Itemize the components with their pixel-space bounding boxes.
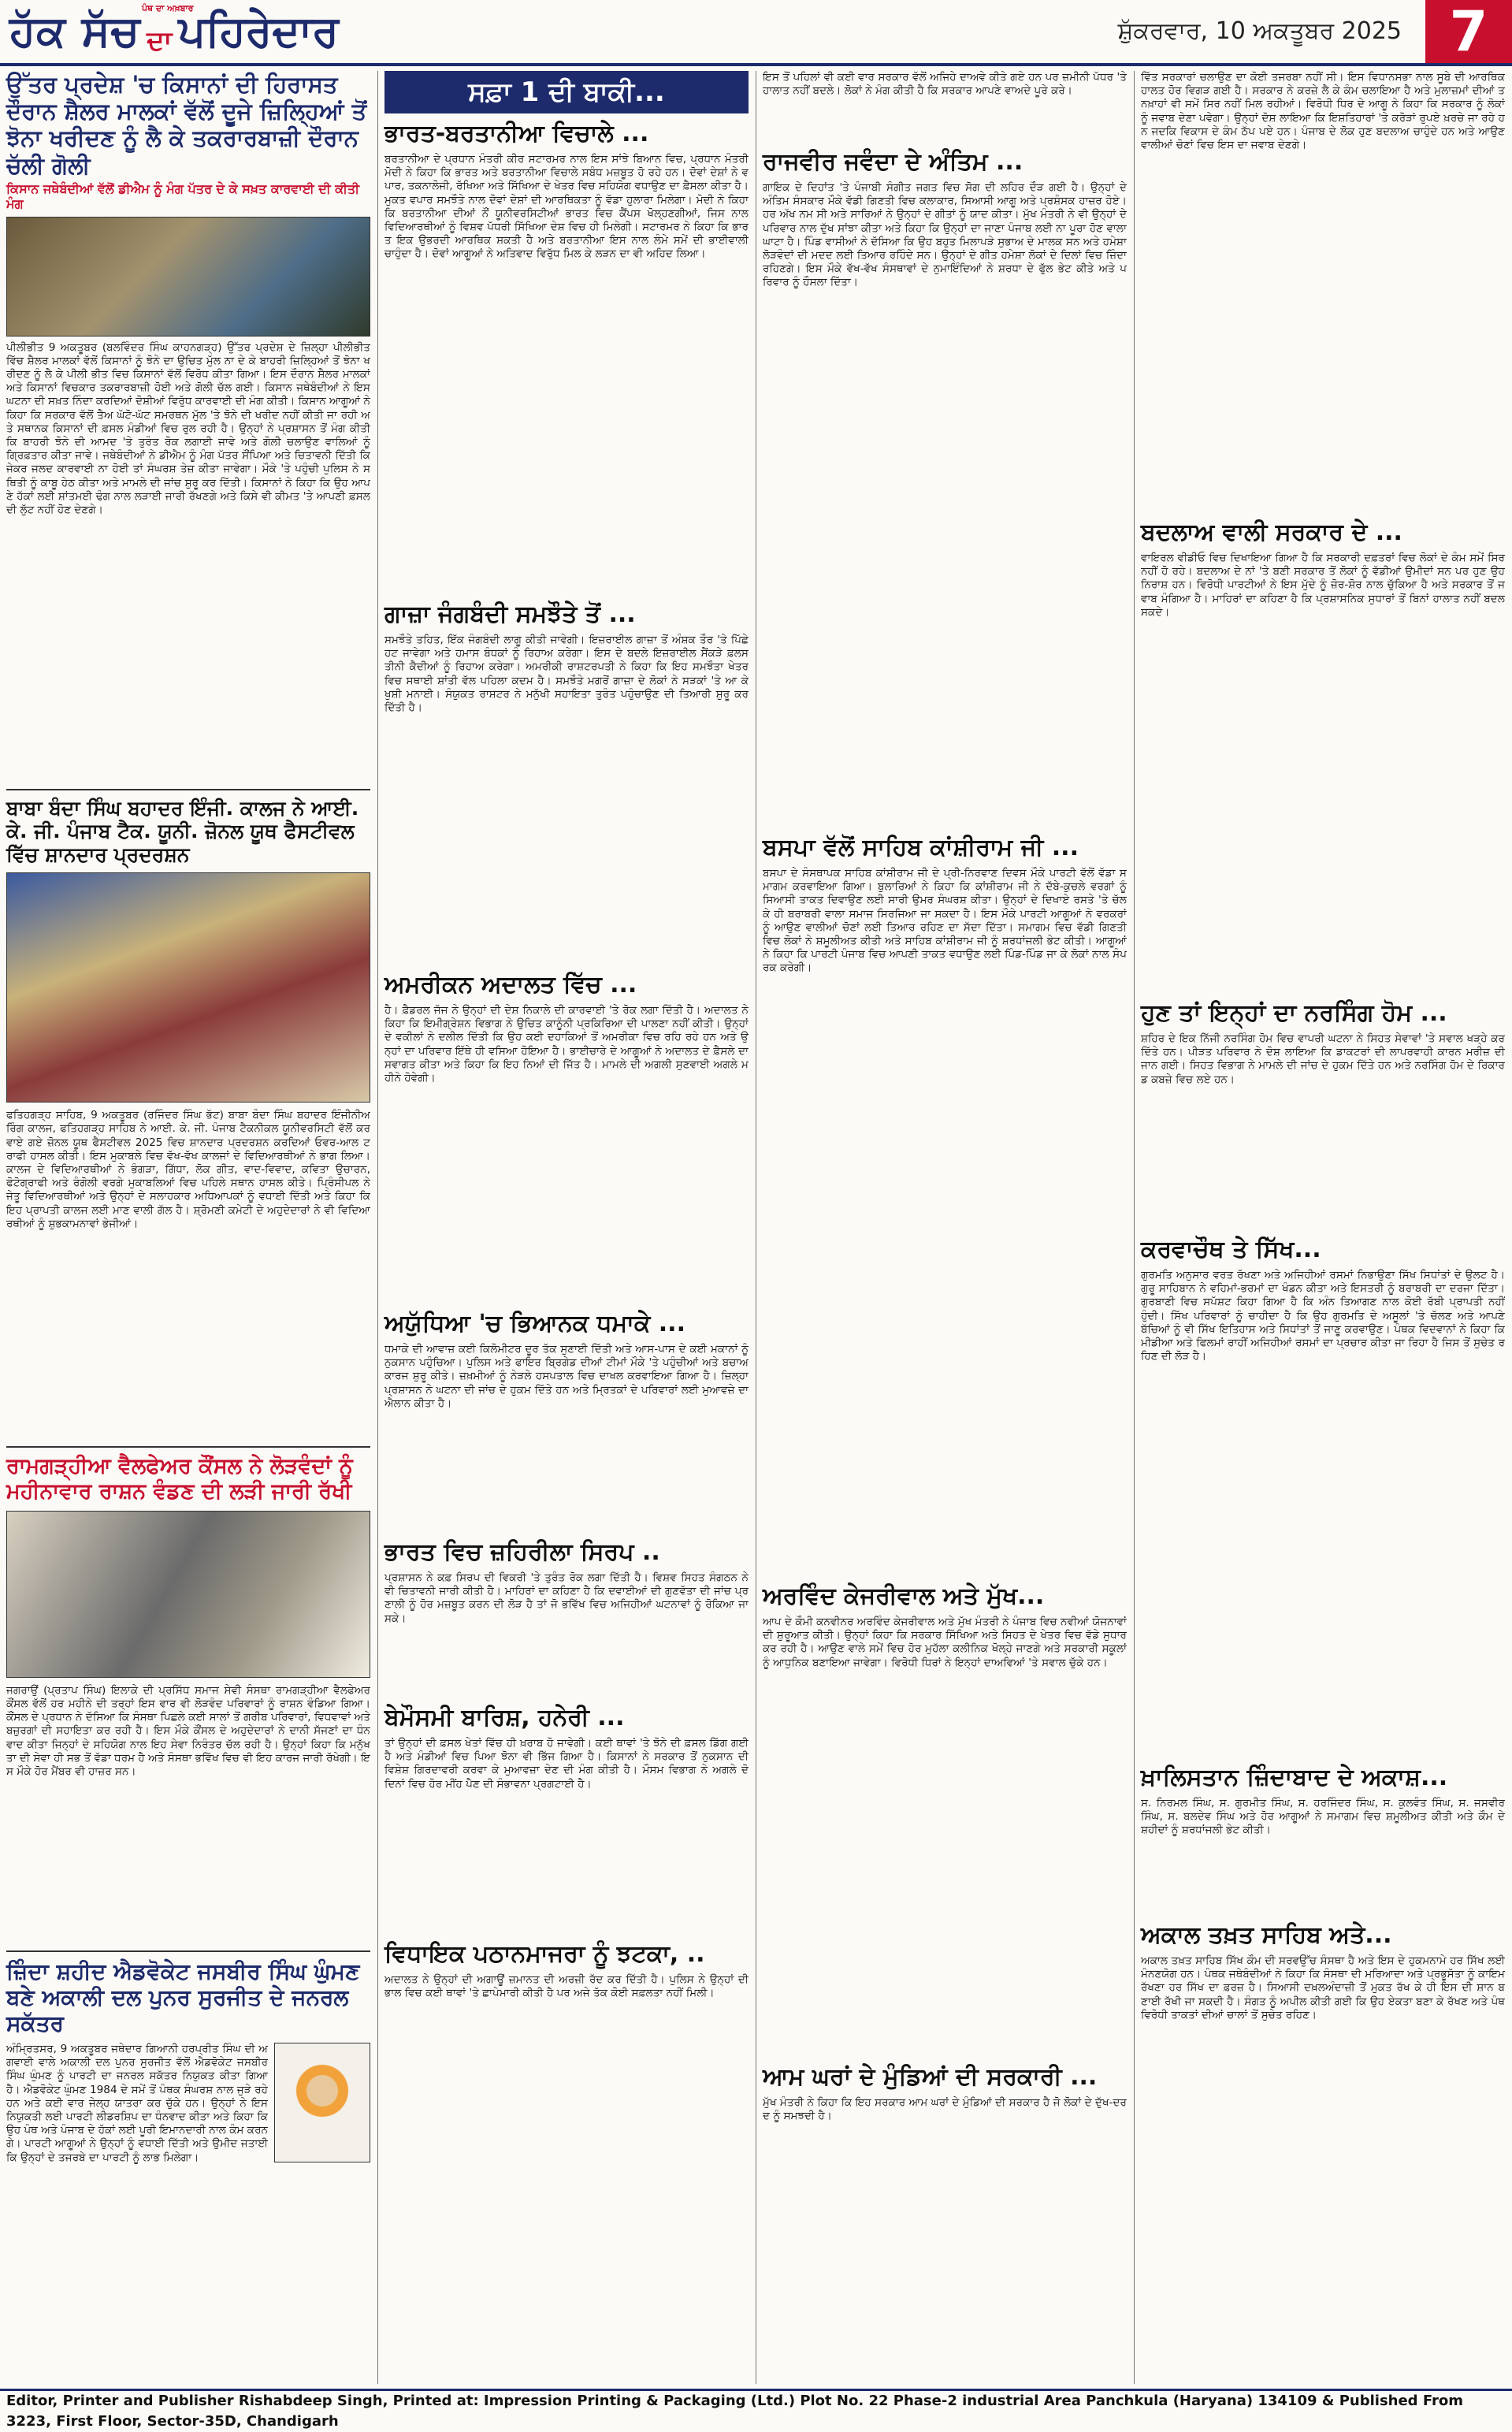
logo-tagline: ਪੰਥ ਦਾ ਅਖ਼ਬਾਰ [142,3,194,13]
subhead-ayodhya-blast: ਅਯੁੱਧਿਆ 'ਚ ਭਿਆਨਕ ਧਮਾਕੇ ... [385,1310,685,1337]
column-3 [763,71,1127,2191]
article-college-festival: ਫਤਿਹਗੜ੍ਹ ਸਾਹਿਬ, 9 ਅਕਤੂਬਰ (ਰਜਿੰਦਰ ਸਿੰਘ ਭੱਟ) ਬਾਬਾ ਬੰਦਾ ਸਿੰਘ ਬਹਾਦਰ ਇੰਜੀਨੀਅਰਿੰਗ ਕਾਲਜ, ਫਤਿਹਗੜ੍ਹ ਸਾਹਿਬ ਨੇ ਆਈ. ਕੇ. ਜੀ. ਪੰਜਾਬ ਟੈਕਨੀਕਲ ਯੂਨੀਵਰਸਿਟੀ ਵੱਲੋਂ ਕਰਵਾਏ ਗਏ ਜ਼ੋਨਲ ਯੂਥ ਫੈਸਟੀਵਲ 2025 ਵਿਚ ਸ਼ਾਨਦਾਰ ਪ੍ਰਦਰਸ਼ਨ ਕਰਦਿਆਂ ਓਵਰ-ਆਲ ਟਰਾਫੀ ਹਾਸਲ ਕੀਤੀ। ਇਸ ਮੁਕਾਬਲੇ ਵਿਚ ਵੱਖ-ਵੱਖ ਕਾਲਜਾਂ ਦੇ ਵਿਦਿਆਰਥੀਆਂ ਨੇ ਭਾਗ ਲਿਆ। ਕਾਲਜ ਦੇ ਵਿਦਿਆਰਥੀਆਂ ਨੇ ਭੰਗੜਾ, ਗਿੱਧਾ, ਲੋਕ ਗੀਤ, ਵਾਦ-ਵਿਵਾਦ, ਕਵਿਤਾ ਉਚਾਰਨ, ਫੋਟੋਗ੍ਰਾਫੀ ਅਤੇ ਰੰਗੋਲੀ ਵਰਗੇ ਮੁਕਾਬਲਿਆਂ ਵਿਚ ਪਹਿਲੇ ਸਥਾਨ ਹਾਸਲ ਕੀਤੇ। ਪ੍ਰਿੰਸੀਪਲ ਨੇ ਜੇਤੂ ਵਿਦਿਆਰਥੀਆਂ ਅਤੇ ਉਨ੍ਹਾਂ ਦੇ ਸਲਾਹਕਾਰ ਅਧਿਆਪਕਾਂ ਨੂੰ ਵਧਾਈ ਦਿੱਤੀ ਅਤੇ ਕਿਹਾ ਕਿ ਇਹ ਪ੍ਰਾਪਤੀ ਕਾਲਜ ਲਈ ਮਾਣ ਵਾਲੀ ਗੱਲ ਹੈ। ਸ਼੍ਰੋਮਣੀ ਕਮੇਟੀ ਦੇ ਅਹੁਦੇਦਾਰਾਂ ਨੇ ਵੀ ਵਿਦਿਆਰਥੀਆਂ ਨੂੰ ਸ਼ੁਭਕਾਮਨਾਵਾਂ ਭੇਜੀਆਂ। [6,1109,370,1230]
article-continued-top: ਇਸ ਤੋਂ ਪਹਿਲਾਂ ਵੀ ਕਈ ਵਾਰ ਸਰਕਾਰ ਵੱਲੋਂ ਅਜਿਹੇ ਦਾਅਵੇ ਕੀਤੇ ਗਏ ਹਨ ਪਰ ਜ਼ਮੀਨੀ ਪੱਧਰ 'ਤੇ ਹਾਲਾਤ ਨਹੀਂ ਬਦਲੇ। ਲੋਕਾਂ ਨੇ ਮੰਗ ਕੀਤੀ ਹੈ ਕਿ ਸਰਕਾਰ ਆਪਣੇ ਵਾਅਦੇ ਪੂਰੇ ਕਰੇ। [763,71,1127,98]
headline-ramgarhia-council: ਰਾਮਗੜ੍ਹੀਆ ਵੈਲਫੇਅਰ ਕੌਂਸਲ ਨੇ ਲੋੜਵੰਦਾਂ ਨੂੰ ਮਹੀਨਾਵਾਰ ਰਾਸ਼ਨ ਵੰਡਣ ਦੀ ਲੜੀ ਜਾਰੀ ਰੱਖੀ [6,1454,353,1504]
logo-word-3: ਪਹਿਰੇਦਾਰ [178,6,339,56]
page-number: 7 [1425,0,1512,63]
article-farmers-up: ਪੀਲੀਭੀਤ 9 ਅਕਤੂਬਰ (ਬਲਵਿੰਦਰ ਸਿੰਘ ਕਾਹਨਗੜ੍ਹ) ਉੱਤਰ ਪ੍ਰਦੇਸ਼ ਦੇ ਜ਼ਿਲ੍ਹਾ ਪੀਲੀਭੀਤ ਵਿੱਚ ਸ਼ੈਲਰ ਮਾਲਕਾਂ ਵੱਲੋਂ ਕਿਸਾਨਾਂ ਨੂੰ ਝੋਨੇ ਦਾ ਉਚਿਤ ਮੁੱਲ ਨਾ ਦੇ ਕੇ ਬਾਹਰੀ ਜ਼ਿਲ੍ਹਿਆਂ ਤੋਂ ਝੋਨਾ ਖਰੀਦਣ ਨੂੰ ਲੈ ਕੇ ਪੀਲੀ ਭੀਤ ਵਿਚ ਕਿਸਾਨਾਂ ਵੱਲੋਂ ਵਿਰੋਧ ਕੀਤਾ ਗਿਆ। ਇਸ ਦੌਰਾਨ ਸ਼ੈਲਰ ਮਾਲਕਾਂ ਅਤੇ ਕਿਸਾਨਾਂ ਵਿਚਕਾਰ ਤਕਰਾਰਬਾਜ਼ੀ ਹੋਈ ਅਤੇ ਗੋਲੀ ਚੱਲ ਗਈ। ਕਿਸਾਨ ਜਥੇਬੰਦੀਆਂ ਨੇ ਇਸ ਘਟਨਾ ਦੀ ਸਖ਼ਤ ਨਿੰਦਾ ਕਰਦਿਆਂ ਦੋਸ਼ੀਆਂ ਵਿਰੁੱਧ ਕਾਰਵਾਈ ਦੀ ਮੰਗ ਕੀਤੀ। ਕਿਸਾਨ ਆਗੂਆਂ ਨੇ ਕਿਹਾ ਕਿ ਸਰਕਾਰ ਵੱਲੋਂ ਤੈਅ ਘੱਟੋ-ਘੱਟ ਸਮਰਥਨ ਮੁੱਲ 'ਤੇ ਝੋਨੇ ਦੀ ਖਰੀਦ ਨਹੀਂ ਕੀਤੀ ਜਾ ਰਹੀ ਅਤੇ ਸਥਾਨਕ ਕਿਸਾਨਾਂ ਦੀ ਫ਼ਸਲ ਮੰਡੀਆਂ ਵਿਚ ਰੁਲ ਰਹੀ ਹੈ। ਉਨ੍ਹਾਂ ਨੇ ਪ੍ਰਸ਼ਾਸਨ ਤੋਂ ਮੰਗ ਕੀਤੀ ਕਿ ਬਾਹਰੀ ਝੋਨੇ ਦੀ ਆਮਦ 'ਤੇ ਤੁਰੰਤ ਰੋਕ ਲਗਾਈ ਜਾਵੇ ਅਤੇ ਗੋਲੀ ਚਲਾਉਣ ਵਾਲਿਆਂ ਨੂੰ ਗ੍ਰਿਫ਼ਤਾਰ ਕੀਤਾ ਜਾਵੇ। ਜਥੇਬੰਦੀਆਂ ਨੇ ਡੀਐਮ ਨੂੰ ਮੰਗ ਪੱਤਰ ਸੌਂਪਿਆ ਅਤੇ ਚਿਤਾਵਨੀ ਦਿੱਤੀ ਕਿ ਜੇਕਰ ਜਲਦ ਕਾਰਵਾਈ ਨਾ ਹੋਈ ਤਾਂ ਸੰਘਰਸ਼ ਤੇਜ਼ ਕੀਤਾ ਜਾਵੇਗਾ। ਮੌਕੇ 'ਤੇ ਪਹੁੰਚੀ ਪੁਲਿਸ ਨੇ ਸਥਿਤੀ ਨੂੰ ਕਾਬੂ ਹੇਠ ਕੀਤਾ ਅਤੇ ਮਾਮਲੇ ਦੀ ਜਾਂਚ ਸ਼ੁਰੂ ਕਰ ਦਿੱਤੀ। ਕਿਸਾਨਾਂ ਨੇ ਕਿਹਾ ਕਿ ਉਹ ਆਪਣੇ ਹੱਕਾਂ ਲਈ ਸ਼ਾਂਤਮਈ ਢੰਗ ਨਾਲ ਲੜਾਈ ਜਾਰੀ ਰੱਖਣਗੇ ਅਤੇ ਕਿਸੇ ਵੀ ਕੀਮਤ 'ਤੇ ਆਪਣੀ ਫ਼ਸਲ ਦੀ ਲੁੱਟ ਨਹੀਂ ਹੋਣ ਦੇਣਗੇ। [6,340,370,517]
article-american-court: ਹੈ। ਫ਼ੈਡਰਲ ਜੱਜ ਨੇ ਉਨ੍ਹਾਂ ਦੀ ਦੇਸ਼ ਨਿਕਾਲੇ ਦੀ ਕਾਰਵਾਈ 'ਤੇ ਰੋਕ ਲਗਾ ਦਿੱਤੀ ਹੈ। ਅਦਾਲਤ ਨੇ ਕਿਹਾ ਕਿ ਇਮੀਗ੍ਰੇਸ਼ਨ ਵਿਭਾਗ ਨੇ ਉਚਿਤ ਕਾਨੂੰਨੀ ਪ੍ਰਕਿਰਿਆ ਦੀ ਪਾਲਣਾ ਨਹੀਂ ਕੀਤੀ। ਉਨ੍ਹਾਂ ਦੇ ਵਕੀਲਾਂ ਨੇ ਦਲੀਲ ਦਿੱਤੀ ਕਿ ਉਹ ਕਈ ਦਹਾਕਿਆਂ ਤੋਂ ਅਮਰੀਕਾ ਵਿਚ ਰਹਿ ਰਹੇ ਹਨ ਅਤੇ ਉਨ੍ਹਾਂ ਦਾ ਪਰਿਵਾਰ ਇੱਥੇ ਹੀ ਵਸਿਆ ਹੋਇਆ ਹੈ। ਭਾਈਚਾਰੇ ਦੇ ਆਗੂਆਂ ਨੇ ਅਦਾਲਤ ਦੇ ਫ਼ੈਸਲੇ ਦਾ ਸਵਾਗਤ ਕੀਤਾ ਅਤੇ ਕਿਹਾ ਕਿ ਇਹ ਨਿਆਂ ਦੀ ਜਿੱਤ ਹੈ। ਮਾਮਲੇ ਦੀ ਅਗਲੀ ਸੁਣਵਾਈ ਅਗਲੇ ਮਹੀਨੇ ਹੋਵੇਗੀ। [385,1004,749,1085]
headline-college-festival: ਬਾਬਾ ਬੰਦਾ ਸਿੰਘ ਬਹਾਦਰ ਇੰਜੀ. ਕਾਲਜ ਨੇ ਆਈ. ਕੇ. ਜੀ. ਪੰਜਾਬ ਟੈਕ. ਯੂਨੀ. ਜ਼ੋਨਲ ਯੂਥ ਫੈਸਟੀਵਲ ਵਿੱਚ ਸ਼ਾਨਦਾਰ ਪ੍ਰਦਰਸ਼ਨ [6,796,359,866]
article-ramgarhia-council: ਜਗਰਾਉਂ (ਪ੍ਰਤਾਪ ਸਿੰਘ) ਇਲਾਕੇ ਦੀ ਪ੍ਰਸਿੱਧ ਸਮਾਜ ਸੇਵੀ ਸੰਸਥਾ ਰਾਮਗੜ੍ਹੀਆ ਵੈਲਫੇਅਰ ਕੌਂਸਲ ਵੱਲੋਂ ਹਰ ਮਹੀਨੇ ਦੀ ਤਰ੍ਹਾਂ ਇਸ ਵਾਰ ਵੀ ਲੋੜਵੰਦ ਪਰਿਵਾਰਾਂ ਨੂੰ ਰਾਸ਼ਨ ਵੰਡਿਆ ਗਿਆ। ਕੌਂਸਲ ਦੇ ਪ੍ਰਧਾਨ ਨੇ ਦੱਸਿਆ ਕਿ ਸੰਸਥਾ ਪਿਛਲੇ ਕਈ ਸਾਲਾਂ ਤੋਂ ਗਰੀਬ ਪਰਿਵਾਰਾਂ, ਵਿਧਵਾਵਾਂ ਅਤੇ ਬਜ਼ੁਰਗਾਂ ਦੀ ਸਹਾਇਤਾ ਕਰ ਰਹੀ ਹੈ। ਇਸ ਮੌਕੇ ਕੌਂਸਲ ਦੇ ਅਹੁਦੇਦਾਰਾਂ ਨੇ ਦਾਨੀ ਸੱਜਣਾਂ ਦਾ ਧੰਨਵਾਦ ਕੀਤਾ ਜਿਨ੍ਹਾਂ ਦੇ ਸਹਿਯੋਗ ਨਾਲ ਇਹ ਸੇਵਾ ਨਿਰੰਤਰ ਚੱਲ ਰਹੀ ਹੈ। ਉਨ੍ਹਾਂ ਕਿਹਾ ਕਿ ਮਨੁੱਖਤਾ ਦੀ ਸੇਵਾ ਹੀ ਸਭ ਤੋਂ ਵੱਡਾ ਧਰਮ ਹੈ ਅਤੇ ਸੰਸਥਾ ਭਵਿੱਖ ਵਿਚ ਵੀ ਇਹ ਕਾਰਜ ਜਾਰੀ ਰੱਖੇਗੀ। ਇਸ ਮੌਕੇ ਹੋਰ ਮੈਂਬਰ ਵੀ ਹਾਜ਼ਰ ਸਨ। [6,1683,370,1779]
masthead [0,0,1512,66]
article-akal-takht: ਅਕਾਲ ਤਖ਼ਤ ਸਾਹਿਬ ਸਿੱਖ ਕੌਮ ਦੀ ਸਰਵਉੱਚ ਸੰਸਥਾ ਹੈ ਅਤੇ ਇਸ ਦੇ ਹੁਕਮਨਾਮੇ ਹਰ ਸਿੱਖ ਲਈ ਮੰਨਣਯੋਗ ਹਨ। ਪੰਥਕ ਜਥੇਬੰਦੀਆਂ ਨੇ ਕਿਹਾ ਕਿ ਸੰਸਥਾ ਦੀ ਮਰਿਆਦਾ ਅਤੇ ਪ੍ਰਭੂਸੱਤਾ ਨੂੰ ਕਾਇਮ ਰੱਖਣਾ ਹਰ ਸਿੱਖ ਦਾ ਫ਼ਰਜ਼ ਹੈ। ਸਿਆਸੀ ਦਖ਼ਲਅੰਦਾਜ਼ੀ ਤੋਂ ਮੁਕਤ ਰੱਖ ਕੇ ਹੀ ਇਸ ਦੀ ਸ਼ਾਨ ਬਣਾਈ ਰੱਖੀ ਜਾ ਸਕਦੀ ਹੈ। ਸੰਗਤ ਨੂੰ ਅਪੀਲ ਕੀਤੀ ਗਈ ਕਿ ਉਹ ਏਕਤਾ ਬਣਾ ਕੇ ਰੱਖਣ ਅਤੇ ਪੰਥ ਵਿਰੋਧੀ ਤਾਕਤਾਂ ਦੀਆਂ ਚਾਲਾਂ ਤੋਂ ਸੁਚੇਤ ਰਹਿਣ। [1141,1954,1505,2021]
section-rule [6,1446,370,1448]
column-divider [377,71,378,2384]
subhead-pathanmajra: ਵਿਧਾਇਕ ਪਠਾਨਮਾਜਰਾ ਨੂੰ ਝਟਕਾ, .. [385,1940,705,1968]
subhead-american-court: ਅਮਰੀਕਨ ਅਦਾਲਤ ਵਿੱਚ ... [385,971,637,998]
subhead-nursing-home: ਹੁਣ ਤਾਂ ਇਨ੍ਹਾਂ ਦਾ ਨਰਸਿੰਗ ਹੋਮ ... [1141,999,1447,1027]
article-khalistan-zindabad: ਸ. ਨਿਰਮਲ ਸਿੰਘ, ਸ. ਗੁਰਮੀਤ ਸਿੰਘ, ਸ. ਹਰਜਿੰਦਰ ਸਿੰਘ, ਸ. ਕੁਲਵੰਤ ਸਿੰਘ, ਸ. ਜਸਵੀਰ ਸਿੰਘ, ਸ. ਬਲਦੇਵ ਸਿੰਘ ਅਤੇ ਹੋਰ ਆਗੂਆਂ ਨੇ ਸਮਾਗਮ ਵਿਚ ਸ਼ਮੂਲੀਅਤ ਕੀਤੀ ਅਤੇ ਕੌਮ ਦੇ ਸ਼ਹੀਦਾਂ ਨੂੰ ਸ਼ਰਧਾਂਜਲੀ ਭੇਟ ਕੀਤੀ। [1141,1797,1505,1837]
logo-word-1: ਹੱਕ ਸੱਚ [9,6,141,56]
headline-ghuman-general-secretary: ਜ਼ਿੰਦਾ ਸ਼ਹੀਦ ਐਡਵੋਕੇਟ ਜਸਬੀਰ ਸਿੰਘ ਘੁੰਮਣ ਬਣੇ ਅਕਾਲੀ ਦਲ ਪੁਨਰ ਸੁਰਜੀਤ ਦੇ ਜਨਰਲ ਸਕੱਤਰ [6,1958,360,2036]
continued-from-page-1-banner: ਸਫ਼ਾ 1 ਦੀ ਬਾਕੀ... [385,71,749,113]
article-ghuman: ਅੰਮ੍ਰਿਤਸਰ, 9 ਅਕਤੂਬਰ ਜਥੇਦਾਰ ਗਿਆਨੀ ਹਰਪ੍ਰੀਤ ਸਿੰਘ ਦੀ ਅਗਵਾਈ ਵਾਲੇ ਅਕਾਲੀ ਦਲ ਪੁਨਰ ਸੁਰਜੀਤ ਵੱਲੋਂ ਐਡਵੋਕੇਟ ਜਸਬੀਰ ਸਿੰਘ ਘੁੰਮਣ ਨੂੰ ਪਾਰਟੀ ਦਾ ਜਨਰਲ ਸਕੱਤਰ ਨਿਯੁਕਤ ਕੀਤਾ ਗਿਆ ਹੈ। ਐਡਵੋਕੇਟ ਘੁੰਮਣ 1984 ਦੇ ਸਮੇਂ ਤੋਂ ਪੰਥਕ ਸੰਘਰਸ਼ ਨਾਲ ਜੁੜੇ ਰਹੇ ਹਨ ਅਤੇ ਕਈ ਵਾਰ ਜੇਲ੍ਹ ਯਾਤਰਾ ਕਰ ਚੁੱਕੇ ਹਨ। ਉਨ੍ਹਾਂ ਨੇ ਇਸ ਨਿਯੁਕਤੀ ਲਈ ਪਾਰਟੀ ਲੀਡਰਸ਼ਿਪ ਦਾ ਧੰਨਵਾਦ ਕੀਤਾ ਅਤੇ ਕਿਹਾ ਕਿ ਉਹ ਪੰਥ ਅਤੇ ਪੰਜਾਬ ਦੇ ਹੱਕਾਂ ਲਈ ਪੂਰੀ ਇਮਾਨਦਾਰੀ ਨਾਲ ਕੰਮ ਕਰਨਗੇ। ਪਾਰਟੀ ਆਗੂਆਂ ਨੇ ਉਨ੍ਹਾਂ ਨੂੰ ਵਧਾਈ ਦਿੱਤੀ ਅਤੇ ਉਮੀਦ ਜਤਾਈ ਕਿ ਉਨ੍ਹਾਂ ਦੇ ਤਜਰਬੇ ਦਾ ਪਾਰਟੀ ਨੂੰ ਲਾਭ ਮਿਲੇਗਾ। [6,2042,268,2164]
subhead-karwachauth: ਕਰਵਾਚੌਥ ਤੇ ਸਿੱਖ... [1141,1236,1321,1263]
column-2 [385,71,749,2068]
imprint-footer: Editor, Printer and Publisher Rishabdeep Singh, Printed at: Impression Printing & Packaging (Ltd.) Plot No. 22 Phase-2 industrial Area Panchkula (Haryana) 134109 & Published From 3223, First Floor, Sector-35D, Chandigarh [0,2389,1512,2411]
subhead-rajvir-jawanda: ਰਾਜਵੀਰ ਜਵੰਦਾ ਦੇ ਅੰਤਿਮ ... [763,148,1023,176]
photo-jasbir-singh-ghuman [274,2043,370,2162]
article-continued-top-right: ਵਿੱਤ ਸਰਕਾਰਾਂ ਚਲਾਉਣ ਦਾ ਕੋਈ ਤਜਰਬਾ ਨਹੀਂ ਸੀ। ਇਸ ਵਿਧਾਨਸਭਾ ਨਾਲ ਸੂਬੇ ਦੀ ਆਰਥਿਕ ਹਾਲਤ ਹੋਰ ਵਿਗੜ ਗਈ ਹੈ। ਸਰਕਾਰ ਨੇ ਕਰਜ਼ੇ ਲੈ ਕੇ ਕੰਮ ਚਲਾਇਆ ਹੈ ਅਤੇ ਮੁਲਾਜ਼ਮਾਂ ਦੀਆਂ ਤਨਖ਼ਾਹਾਂ ਵੀ ਸਮੇਂ ਸਿਰ ਨਹੀਂ ਮਿਲ ਰਹੀਆਂ। ਵਿਰੋਧੀ ਧਿਰ ਦੇ ਆਗੂ ਨੇ ਕਿਹਾ ਕਿ ਸਰਕਾਰ ਨੂੰ ਲੋਕਾਂ ਨੂੰ ਜਵਾਬ ਦੇਣਾ ਪਵੇਗਾ। ਉਨ੍ਹਾਂ ਦੋਸ਼ ਲਾਇਆ ਕਿ ਇਸ਼ਤਿਹਾਰਾਂ 'ਤੇ ਕਰੋੜਾਂ ਰੁਪਏ ਖ਼ਰਚੇ ਜਾ ਰਹੇ ਹਨ ਜਦਕਿ ਵਿਕਾਸ ਦੇ ਕੰਮ ਠੱਪ ਪਏ ਹਨ। ਪੰਜਾਬ ਦੇ ਲੋਕ ਹੁਣ ਬਦਲਾਅ ਚਾਹੁੰਦੇ ਹਨ ਅਤੇ ਆਉਣ ਵਾਲੀਆਂ ਚੋਣਾਂ ਵਿਚ ਇਸ ਦਾ ਜਵਾਬ ਦੇਣਗੇ। [1141,71,1505,152]
newspaper-logo [9,5,339,57]
issue-date: ਸ਼ੁੱਕਰਵਾਰ, 10 ਅਕਤੂਬਰ 2025 [1117,17,1402,45]
article-ayodhya-blast: ਧਮਾਕੇ ਦੀ ਆਵਾਜ਼ ਕਈ ਕਿਲੋਮੀਟਰ ਦੂਰ ਤੱਕ ਸੁਣਾਈ ਦਿੱਤੀ ਅਤੇ ਆਸ-ਪਾਸ ਦੇ ਕਈ ਮਕਾਨਾਂ ਨੂੰ ਨੁਕਸਾਨ ਪਹੁੰਚਿਆ। ਪੁਲਿਸ ਅਤੇ ਫਾਇਰ ਬ੍ਰਿਗੇਡ ਦੀਆਂ ਟੀਮਾਂ ਮੌਕੇ 'ਤੇ ਪਹੁੰਚੀਆਂ ਅਤੇ ਬਚਾਅ ਕਾਰਜ ਸ਼ੁਰੂ ਕੀਤੇ। ਜ਼ਖ਼ਮੀਆਂ ਨੂੰ ਨੇੜਲੇ ਹਸਪਤਾਲ ਵਿਚ ਦਾਖਲ ਕਰਵਾਇਆ ਗਿਆ ਹੈ। ਜ਼ਿਲ੍ਹਾ ਪ੍ਰਸ਼ਾਸਨ ਨੇ ਘਟਨਾ ਦੀ ਜਾਂਚ ਦੇ ਹੁਕਮ ਦਿੱਤੇ ਹਨ ਅਤੇ ਮ੍ਰਿਤਕਾਂ ਦੇ ਪਰਿਵਾਰਾਂ ਲਈ ਮੁਆਵਜ਼ੇ ਦਾ ਐਲਾਨ ਕੀਤਾ ਹੈ। [385,1343,749,1410]
column-divider [1134,71,1135,2384]
section-rule [6,1950,370,1952]
subhead-toxic-syrup: ਭਾਰਤ ਵਿਚ ਜ਼ਹਿਰੀਲਾ ਸਿਰਪ .. [385,1538,660,1566]
subhead-unseasonal-rain: ਬੇਮੌਸਮੀ ਬਾਰਿਸ਼, ਹਨੇਰੀ ... [385,1704,625,1731]
column-1 [6,71,370,2279]
subhead-kejriwal: ਅਰਵਿੰਦ ਕੇਜਰੀਵਾਲ ਅਤੇ ਮੁੱਖ... [763,1582,1045,1610]
article-badlav-sarkar: ਵਾਇਰਲ ਵੀਡੀਓ ਵਿਚ ਦਿਖਾਇਆ ਗਿਆ ਹੈ ਕਿ ਸਰਕਾਰੀ ਦਫ਼ਤਰਾਂ ਵਿਚ ਲੋਕਾਂ ਦੇ ਕੰਮ ਸਮੇਂ ਸਿਰ ਨਹੀਂ ਹੋ ਰਹੇ। ਬਦਲਾਅ ਦੇ ਨਾਂ 'ਤੇ ਬਣੀ ਸਰਕਾਰ ਤੋਂ ਲੋਕਾਂ ਨੂੰ ਵੱਡੀਆਂ ਉਮੀਦਾਂ ਸਨ ਪਰ ਹੁਣ ਉਹ ਨਿਰਾਸ਼ ਹਨ। ਵਿਰੋਧੀ ਪਾਰਟੀਆਂ ਨੇ ਇਸ ਮੁੱਦੇ ਨੂੰ ਜ਼ੋਰ-ਸ਼ੋਰ ਨਾਲ ਚੁੱਕਿਆ ਹੈ ਅਤੇ ਸਰਕਾਰ ਤੋਂ ਜਵਾਬ ਮੰਗਿਆ ਹੈ। ਮਾਹਿਰਾਂ ਦਾ ਕਹਿਣਾ ਹੈ ਕਿ ਪ੍ਰਸ਼ਾਸਨਿਕ ਸੁਧਾਰਾਂ ਤੋਂ ਬਿਨਾਂ ਹਾਲਾਤ ਨਹੀਂ ਬਦਲ ਸਕਦੇ। [1141,552,1505,619]
photo-farmers-protest [6,217,370,337]
article-toxic-syrup: ਪ੍ਰਸ਼ਾਸਨ ਨੇ ਕਫ਼ ਸਿਰਪ ਦੀ ਵਿਕਰੀ 'ਤੇ ਤੁਰੰਤ ਰੋਕ ਲਗਾ ਦਿੱਤੀ ਹੈ। ਵਿਸ਼ਵ ਸਿਹਤ ਸੰਗਠਨ ਨੇ ਵੀ ਚਿਤਾਵਨੀ ਜਾਰੀ ਕੀਤੀ ਹੈ। ਮਾਹਿਰਾਂ ਦਾ ਕਹਿਣਾ ਹੈ ਕਿ ਦਵਾਈਆਂ ਦੀ ਗੁਣਵੱਤਾ ਦੀ ਜਾਂਚ ਪ੍ਰਣਾਲੀ ਨੂੰ ਹੋਰ ਮਜ਼ਬੂਤ ਕਰਨ ਦੀ ਲੋੜ ਹੈ ਤਾਂ ਜੋ ਭਵਿੱਖ ਵਿਚ ਅਜਿਹੀਆਂ ਘਟਨਾਵਾਂ ਨੂੰ ਰੋਕਿਆ ਜਾ ਸਕੇ। [385,1571,749,1625]
subhead-gaza-ceasefire: ਗਾਜ਼ਾ ਜੰਗਬੰਦੀ ਸਮਝੌਤੇ ਤੋਂ ... [385,601,636,628]
article-common-boys-govt: ਮੁੱਖ ਮੰਤਰੀ ਨੇ ਕਿਹਾ ਕਿ ਇਹ ਸਰਕਾਰ ਆਮ ਘਰਾਂ ਦੇ ਮੁੰਡਿਆਂ ਦੀ ਸਰਕਾਰ ਹੈ ਜੋ ਲੋਕਾਂ ਦੇ ਦੁੱਖ-ਦਰਦ ਨੂੰ ਸਮਝਦੀ ਹੈ। [763,2096,1127,2123]
article-pathanmajra: ਅਦਾਲਤ ਨੇ ਉਨ੍ਹਾਂ ਦੀ ਅਗਾਊਂ ਜ਼ਮਾਨਤ ਦੀ ਅਰਜ਼ੀ ਰੱਦ ਕਰ ਦਿੱਤੀ ਹੈ। ਪੁਲਿਸ ਨੇ ਉਨ੍ਹਾਂ ਦੀ ਭਾਲ ਵਿਚ ਕਈ ਥਾਵਾਂ 'ਤੇ ਛਾਪੇਮਾਰੀ ਕੀਤੀ ਹੈ ਪਰ ਅਜੇ ਤੱਕ ਕੋਈ ਸਫ਼ਲਤਾ ਨਹੀਂ ਮਿਲੀ। [385,1973,749,2000]
article-karwachauth: ਗੁਰਮਤਿ ਅਨੁਸਾਰ ਵਰਤ ਰੱਖਣਾ ਅਤੇ ਅਜਿਹੀਆਂ ਰਸਮਾਂ ਨਿਭਾਉਣਾ ਸਿੱਖ ਸਿਧਾਂਤਾਂ ਦੇ ਉਲਟ ਹੈ। ਗੁਰੂ ਸਾਹਿਬਾਨ ਨੇ ਵਹਿਮਾਂ-ਭਰਮਾਂ ਦਾ ਖੰਡਨ ਕੀਤਾ ਅਤੇ ਇਸਤਰੀ ਨੂੰ ਬਰਾਬਰੀ ਦਾ ਦਰਜਾ ਦਿੱਤਾ। ਗੁਰਬਾਣੀ ਵਿਚ ਸਪੱਸ਼ਟ ਕਿਹਾ ਗਿਆ ਹੈ ਕਿ ਅੰਨ ਤਿਆਗਣ ਨਾਲ ਕੋਈ ਰੱਬੀ ਪ੍ਰਾਪਤੀ ਨਹੀਂ ਹੁੰਦੀ। ਸਿੱਖ ਪਰਿਵਾਰਾਂ ਨੂੰ ਚਾਹੀਦਾ ਹੈ ਕਿ ਉਹ ਗੁਰਮਤਿ ਦੇ ਅਸੂਲਾਂ 'ਤੇ ਚੱਲਣ ਅਤੇ ਆਪਣੇ ਬੱਚਿਆਂ ਨੂੰ ਵੀ ਸਿੱਖ ਇਤਿਹਾਸ ਅਤੇ ਸਿਧਾਂਤਾਂ ਤੋਂ ਜਾਣੂ ਕਰਵਾਉਣ। ਪੰਥਕ ਵਿਦਵਾਨਾਂ ਨੇ ਕਿਹਾ ਕਿ ਮੀਡੀਆ ਅਤੇ ਫਿਲਮਾਂ ਰਾਹੀਂ ਅਜਿਹੀਆਂ ਰਸਮਾਂ ਦਾ ਪ੍ਰਚਾਰ ਕੀਤਾ ਜਾ ਰਿਹਾ ਹੈ ਜਿਸ ਤੋਂ ਸੁਚੇਤ ਰਹਿਣ ਦੀ ਲੋੜ ਹੈ। [1141,1269,1505,1363]
logo-word-2: ਦਾ [147,25,173,57]
article-india-uk: ਬਰਤਾਨੀਆ ਦੇ ਪ੍ਰਧਾਨ ਮੰਤਰੀ ਕੀਰ ਸਟਾਰਮਰ ਨਾਲ ਇਸ ਸਾਂਝੇ ਬਿਆਨ ਵਿਚ, ਪ੍ਰਧਾਨ ਮੰਤਰੀ ਮੋਦੀ ਨੇ ਕਿਹਾ ਕਿ ਭਾਰਤ ਅਤੇ ਬਰਤਾਨੀਆ ਵਿਚਾਲੇ ਸਬੰਧ ਮਜ਼ਬੂਤ ਹੋ ਰਹੇ ਹਨ। ਦੋਵਾਂ ਦੇਸ਼ਾਂ ਨੇ ਵਪਾਰ, ਤਕਨਾਲੋਜੀ, ਰੱਖਿਆ ਅਤੇ ਸਿੱਖਿਆ ਦੇ ਖੇਤਰ ਵਿਚ ਸਹਿਯੋਗ ਵਧਾਉਣ ਦਾ ਫ਼ੈਸਲਾ ਕੀਤਾ ਹੈ। ਮੁਕਤ ਵਪਾਰ ਸਮਝੌਤੇ ਨਾਲ ਦੋਵਾਂ ਦੇਸ਼ਾਂ ਦੀ ਆਰਥਿਕਤਾ ਨੂੰ ਵੱਡਾ ਹੁਲਾਰਾ ਮਿਲੇਗਾ। ਮੋਦੀ ਨੇ ਕਿਹਾ ਕਿ ਬਰਤਾਨੀਆ ਦੀਆਂ ਨੌਂ ਯੂਨੀਵਰਸਿਟੀਆਂ ਭਾਰਤ ਵਿਚ ਕੈਂਪਸ ਖੋਲ੍ਹਣਗੀਆਂ, ਜਿਸ ਨਾਲ ਵਿਦਿਆਰਥੀਆਂ ਨੂੰ ਵਿਸ਼ਵ ਪੱਧਰੀ ਸਿੱਖਿਆ ਦੇਸ਼ ਵਿਚ ਹੀ ਮਿਲੇਗੀ। ਸਟਾਰਮਰ ਨੇ ਕਿਹਾ ਕਿ ਭਾਰਤ ਇਕ ਉਭਰਦੀ ਆਰਥਿਕ ਸ਼ਕਤੀ ਹੈ ਅਤੇ ਬਰਤਾਨੀਆ ਇਸ ਨਾਲ ਲੰਮੇ ਸਮੇਂ ਦੀ ਭਾਈਵਾਲੀ ਚਾਹੁੰਦਾ ਹੈ। ਦੋਵਾਂ ਆਗੂਆਂ ਨੇ ਅਤਿਵਾਦ ਵਿਰੁੱਧ ਮਿਲ ਕੇ ਲੜਨ ਦਾ ਵੀ ਅਹਿਦ ਲਿਆ। [385,153,749,261]
photo-college-students [6,872,370,1103]
subhead-common-boys-govt: ਆਮ ਘਰਾਂ ਦੇ ਮੁੰਡਿਆਂ ਦੀ ਸਰਕਾਰੀ ... [763,2063,1098,2091]
subhead-khalistan-zindabad: ਖ਼ਾਲਿਸਤਾਨ ਜ਼ਿੰਦਾਬਾਦ ਦੇ ਅਕਾਸ਼... [1141,1764,1448,1791]
article-gaza-ceasefire: ਸਮਝੌਤੇ ਤਹਿਤ, ਇੱਕ ਜੰਗਬੰਦੀ ਲਾਗੂ ਕੀਤੀ ਜਾਵੇਗੀ। ਇਜ਼ਰਾਈਲ ਗਾਜ਼ਾ ਤੋਂ ਅੰਸ਼ਕ ਤੌਰ 'ਤੇ ਪਿੱਛੇ ਹਟ ਜਾਵੇਗਾ ਅਤੇ ਹਮਾਸ ਬੰਧਕਾਂ ਨੂੰ ਰਿਹਾਅ ਕਰੇਗਾ। ਇਸ ਦੇ ਬਦਲੇ ਇਜ਼ਰਾਈਲ ਸੈਂਕੜੇ ਫ਼ਲਸਤੀਨੀ ਕੈਦੀਆਂ ਨੂੰ ਰਿਹਾਅ ਕਰੇਗਾ। ਅਮਰੀਕੀ ਰਾਸ਼ਟਰਪਤੀ ਨੇ ਕਿਹਾ ਕਿ ਇਹ ਸਮਝੌਤਾ ਖੇਤਰ ਵਿਚ ਸਥਾਈ ਸ਼ਾਂਤੀ ਵੱਲ ਪਹਿਲਾ ਕਦਮ ਹੈ। ਸਮਝੌਤੇ ਮਗਰੋਂ ਗਾਜ਼ਾ ਦੇ ਲੋਕਾਂ ਨੇ ਸੜਕਾਂ 'ਤੇ ਆ ਕੇ ਖੁਸ਼ੀ ਮਨਾਈ। ਸੰਯੁਕਤ ਰਾਸ਼ਟਰ ਨੇ ਮਨੁੱਖੀ ਸਹਾਇਤਾ ਤੁਰੰਤ ਪਹੁੰਚਾਉਣ ਦੀ ਤਿਆਰੀ ਸ਼ੁਰੂ ਕਰ ਦਿੱਤੀ ਹੈ। [385,634,749,715]
article-kejriwal: ਆਪ ਦੇ ਕੌਮੀ ਕਨਵੀਨਰ ਅਰਵਿੰਦ ਕੇਜਰੀਵਾਲ ਅਤੇ ਮੁੱਖ ਮੰਤਰੀ ਨੇ ਪੰਜਾਬ ਵਿਚ ਨਵੀਆਂ ਯੋਜਨਾਵਾਂ ਦੀ ਸ਼ੁਰੂਆਤ ਕੀਤੀ। ਉਨ੍ਹਾਂ ਕਿਹਾ ਕਿ ਸਰਕਾਰ ਸਿੱਖਿਆ ਅਤੇ ਸਿਹਤ ਦੇ ਖੇਤਰ ਵਿਚ ਵੱਡੇ ਸੁਧਾਰ ਕਰ ਰਹੀ ਹੈ। ਆਉਣ ਵਾਲੇ ਸਮੇਂ ਵਿਚ ਹੋਰ ਮੁਹੱਲਾ ਕਲੀਨਿਕ ਖੋਲ੍ਹੇ ਜਾਣਗੇ ਅਤੇ ਸਰਕਾਰੀ ਸਕੂਲਾਂ ਨੂੰ ਆਧੁਨਿਕ ਬਣਾਇਆ ਜਾਵੇਗਾ। ਵਿਰੋਧੀ ਧਿਰਾਂ ਨੇ ਇਨ੍ਹਾਂ ਦਾਅਵਿਆਂ 'ਤੇ ਸਵਾਲ ਚੁੱਕੇ ਹਨ। [763,1616,1127,1669]
section-rule [6,789,370,790]
headline-farmers-up: ਉੱਤਰ ਪ੍ਰਦੇਸ਼ 'ਚ ਕਿਸਾਨਾਂ ਦੀ ਹਿਰਾਸਤ ਦੌਰਾਨ ਸ਼ੈਲਰ ਮਾਲਕਾਂ ਵੱਲੋਂ ਦੂਜੇ ਜ਼ਿਲ੍ਹਿਆਂ ਤੋਂ ਝੋਨਾ ਖਰੀਦਣ ਨੂੰ ਲੈ ਕੇ ਤਕਰਾਰਬਾਜ਼ੀ ਦੌਰਾਨ ਚੱਲੀ ਗੋਲੀ [6,71,367,179]
article-bsp-kanshiram: ਬਸਪਾ ਦੇ ਸੰਸਥਾਪਕ ਸਾਹਿਬ ਕਾਂਸ਼ੀਰਾਮ ਜੀ ਦੇ ਪ੍ਰੀ-ਨਿਰਵਾਣ ਦਿਵਸ ਮੌਕੇ ਪਾਰਟੀ ਵੱਲੋਂ ਵੱਡਾ ਸਮਾਗਮ ਕਰਵਾਇਆ ਗਿਆ। ਬੁਲਾਰਿਆਂ ਨੇ ਕਿਹਾ ਕਿ ਕਾਂਸ਼ੀਰਾਮ ਜੀ ਨੇ ਦੱਬੇ-ਕੁਚਲੇ ਵਰਗਾਂ ਨੂੰ ਸਿਆਸੀ ਤਾਕਤ ਦਿਵਾਉਣ ਲਈ ਸਾਰੀ ਉਮਰ ਸੰਘਰਸ਼ ਕੀਤਾ। ਉਨ੍ਹਾਂ ਦੇ ਦਿਖਾਏ ਰਸਤੇ 'ਤੇ ਚੱਲ ਕੇ ਹੀ ਬਰਾਬਰੀ ਵਾਲਾ ਸਮਾਜ ਸਿਰਜਿਆ ਜਾ ਸਕਦਾ ਹੈ। ਇਸ ਮੌਕੇ ਪਾਰਟੀ ਆਗੂਆਂ ਨੇ ਵਰਕਰਾਂ ਨੂੰ ਆਉਣ ਵਾਲੀਆਂ ਚੋਣਾਂ ਲਈ ਤਿਆਰ ਰਹਿਣ ਦਾ ਸੱਦਾ ਦਿੱਤਾ। ਸਮਾਗਮ ਵਿਚ ਵੱਡੀ ਗਿਣਤੀ ਵਿਚ ਲੋਕਾਂ ਨੇ ਸ਼ਮੂਲੀਅਤ ਕੀਤੀ ਅਤੇ ਸਾਹਿਬ ਕਾਂਸ਼ੀਰਾਮ ਜੀ ਨੂੰ ਸ਼ਰਧਾਂਜਲੀ ਭੇਟ ਕੀਤੀ। ਆਗੂਆਂ ਨੇ ਕਿਹਾ ਕਿ ਪਾਰਟੀ ਪੰਜਾਬ ਵਿਚ ਆਪਣੀ ਤਾਕਤ ਵਧਾਉਣ ਲਈ ਪਿੰਡ-ਪਿੰਡ ਜਾ ਕੇ ਲੋਕਾਂ ਨਾਲ ਸੰਪਰਕ ਕਰੇਗੀ। [763,867,1127,975]
article-unseasonal-rain: ਤਾਂ ਉਨ੍ਹਾਂ ਦੀ ਫ਼ਸਲ ਖੇਤਾਂ ਵਿੱਚ ਹੀ ਖ਼ਰਾਬ ਹੋ ਜਾਵੇਗੀ। ਕਈ ਥਾਵਾਂ 'ਤੇ ਝੋਨੇ ਦੀ ਫ਼ਸਲ ਡਿੱਗ ਗਈ ਹੈ ਅਤੇ ਮੰਡੀਆਂ ਵਿਚ ਪਿਆ ਝੋਨਾ ਵੀ ਭਿੱਜ ਗਿਆ ਹੈ। ਕਿਸਾਨਾਂ ਨੇ ਸਰਕਾਰ ਤੋਂ ਨੁਕਸਾਨ ਦੀ ਵਿਸ਼ੇਸ਼ ਗਿਰਦਾਵਰੀ ਕਰਵਾ ਕੇ ਮੁਆਵਜ਼ਾ ਦੇਣ ਦੀ ਮੰਗ ਕੀਤੀ ਹੈ। ਮੌਸਮ ਵਿਭਾਗ ਨੇ ਅਗਲੇ ਦੋ ਦਿਨਾਂ ਵਿਚ ਹੋਰ ਮੀਂਹ ਪੈਣ ਦੀ ਸੰਭਾਵਨਾ ਪ੍ਰਗਟਾਈ ਹੈ। [385,1737,749,1791]
subheadline-farmers-up: ਕਿਸਾਨ ਜਥੇਬੰਦੀਆਂ ਵੱਲੋਂ ਡੀਐਮ ਨੂੰ ਮੰਗ ਪੱਤਰ ਦੇ ਕੇ ਸਖ਼ਤ ਕਾਰਵਾਈ ਦੀ ਕੀਤੀ ਮੰਗ [6,180,360,211]
photo-ration-distribution [6,1511,370,1678]
subhead-badlav-sarkar: ਬਦਲਾਅ ਵਾਲੀ ਸਰਕਾਰ ਦੇ ... [1141,519,1402,546]
article-nursing-home: ਸ਼ਹਿਰ ਦੇ ਇਕ ਨਿੱਜੀ ਨਰਸਿੰਗ ਹੋਮ ਵਿਚ ਵਾਪਰੀ ਘਟਨਾ ਨੇ ਸਿਹਤ ਸੇਵਾਵਾਂ 'ਤੇ ਸਵਾਲ ਖੜ੍ਹੇ ਕਰ ਦਿੱਤੇ ਹਨ। ਪੀੜਤ ਪਰਿਵਾਰ ਨੇ ਦੋਸ਼ ਲਾਇਆ ਕਿ ਡਾਕਟਰਾਂ ਦੀ ਲਾਪਰਵਾਹੀ ਕਾਰਨ ਮਰੀਜ਼ ਦੀ ਜਾਨ ਗਈ। ਸਿਹਤ ਵਿਭਾਗ ਨੇ ਮਾਮਲੇ ਦੀ ਜਾਂਚ ਦੇ ਹੁਕਮ ਦਿੱਤੇ ਹਨ ਅਤੇ ਨਰਸਿੰਗ ਹੋਮ ਦੇ ਰਿਕਾਰਡ ਕਬਜ਼ੇ ਵਿਚ ਲਏ ਹਨ। [1141,1032,1505,1086]
column-4 [1141,71,1505,2254]
subhead-bsp-kanshiram: ਬਸਪਾ ਵੱਲੋਂ ਸਾਹਿਬ ਕਾਂਸ਼ੀਰਾਮ ਜੀ ... [763,834,1079,861]
subhead-akal-takht: ਅਕਾਲ ਤਖ਼ਤ ਸਾਹਿਬ ਅਤੇ... [1141,1921,1392,1949]
article-rajvir-jawanda: ਗਾਇਕ ਦੇ ਦਿਹਾਂਤ 'ਤੇ ਪੰਜਾਬੀ ਸੰਗੀਤ ਜਗਤ ਵਿਚ ਸੋਗ ਦੀ ਲਹਿਰ ਦੌੜ ਗਈ ਹੈ। ਉਨ੍ਹਾਂ ਦੇ ਅੰਤਿਮ ਸੰਸਕਾਰ ਮੌਕੇ ਵੱਡੀ ਗਿਣਤੀ ਵਿਚ ਕਲਾਕਾਰ, ਸਿਆਸੀ ਆਗੂ ਅਤੇ ਪ੍ਰਸ਼ੰਸਕ ਹਾਜ਼ਰ ਹੋਏ। ਹਰ ਅੱਖ ਨਮ ਸੀ ਅਤੇ ਸਾਰਿਆਂ ਨੇ ਉਨ੍ਹਾਂ ਦੇ ਗੀਤਾਂ ਨੂੰ ਯਾਦ ਕੀਤਾ। ਮੁੱਖ ਮੰਤਰੀ ਨੇ ਵੀ ਉਨ੍ਹਾਂ ਦੇ ਪਰਿਵਾਰ ਨਾਲ ਦੁੱਖ ਸਾਂਝਾ ਕੀਤਾ ਅਤੇ ਕਿਹਾ ਕਿ ਉਨ੍ਹਾਂ ਦਾ ਜਾਣਾ ਪੰਜਾਬ ਲਈ ਨਾ ਪੂਰਾ ਹੋਣ ਵਾਲਾ ਘਾਟਾ ਹੈ। ਪਿੰਡ ਵਾਸੀਆਂ ਨੇ ਦੱਸਿਆ ਕਿ ਉਹ ਬਹੁਤ ਮਿਲਾਪੜੇ ਸੁਭਾਅ ਦੇ ਮਾਲਕ ਸਨ ਅਤੇ ਹਮੇਸ਼ਾ ਲੋੜਵੰਦਾਂ ਦੀ ਮਦਦ ਲਈ ਤਿਆਰ ਰਹਿੰਦੇ ਸਨ। ਉਨ੍ਹਾਂ ਦੇ ਗੀਤ ਹਮੇਸ਼ਾ ਲੋਕਾਂ ਦੇ ਦਿਲਾਂ ਵਿਚ ਜ਼ਿੰਦਾ ਰਹਿਣਗੇ। ਇਸ ਮੌਕੇ ਵੱਖ-ਵੱਖ ਸੰਸਥਾਵਾਂ ਦੇ ਨੁਮਾਇੰਦਿਆਂ ਨੇ ਸ਼ਰਧਾ ਦੇ ਫੁੱਲ ਭੇਟ ਕੀਤੇ ਅਤੇ ਪਰਿਵਾਰ ਨੂੰ ਹੌਸਲਾ ਦਿੱਤਾ। [763,181,1127,289]
subhead-india-uk: ਭਾਰਤ-ਬਰਤਾਨੀਆ ਵਿਚਾਲੇ ... [385,120,649,147]
